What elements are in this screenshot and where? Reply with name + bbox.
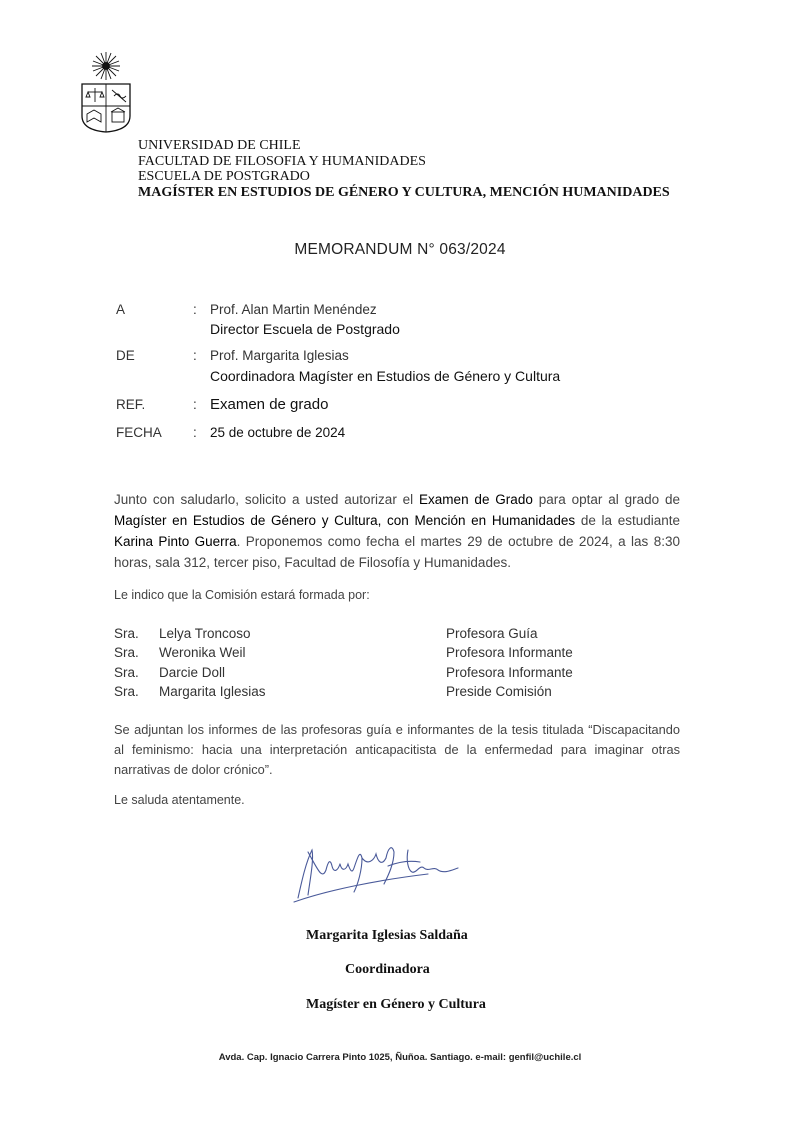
university-crest-logo <box>78 48 134 134</box>
faculty-name: FACULTAD DE FILOSOFIA Y HUMANIDADES <box>138 153 426 169</box>
closing-text: Le saluda atentamente. <box>114 793 245 807</box>
date-colon: : <box>193 425 197 440</box>
member-role: Profesora Guía <box>446 626 538 641</box>
date-value: 25 de octubre de 2024 <box>210 425 346 440</box>
commission-row <box>114 665 674 685</box>
ref-value: Examen de grado <box>210 396 329 413</box>
attachments-paragraph: Se adjuntan los informes de las profesoras guía e informantes de la tesis titulada “Discapacitando al feminismo: hacia una interpretación anticapacitista de la enfermedad para imaginar otras narrativas de dolor crónico”. <box>114 722 680 777</box>
commission-row <box>114 626 674 646</box>
member-title: Sra. <box>114 665 139 680</box>
signer-position: Coordinadora <box>345 962 430 977</box>
p1-text-e: de la estudiante <box>575 513 680 528</box>
member-role: Profesora Informante <box>446 645 573 660</box>
member-title: Sra. <box>114 645 139 660</box>
institution-header <box>138 138 670 200</box>
from-role: Coordinadora Magíster en Estudios de Género y Cultura <box>210 368 561 384</box>
student-name: Karina Pinto Guerra <box>114 534 237 549</box>
commission-row <box>114 684 674 704</box>
member-title: Sra. <box>114 626 139 641</box>
to-name: Prof. Alan Martin Menéndez <box>210 302 377 317</box>
program-name: MAGÍSTER EN ESTUDIOS DE GÉNERO Y CULTURA, MENCIÓN HUMANIDADES <box>138 184 670 200</box>
handwritten-signature <box>288 840 478 910</box>
from-colon: : <box>193 348 197 363</box>
member-title: Sra. <box>114 684 139 699</box>
ref-label: REF. <box>116 397 146 412</box>
signer-name: Margarita Iglesias Saldaña <box>306 928 468 943</box>
date-label: FECHA <box>116 425 162 440</box>
p1-text-a: Junto con saludarlo, solicito a usted autorizar el <box>114 492 420 507</box>
p1-text-g: . Proponemos como fecha el martes 29 de octubre de 2024, a las 8:30 horas, sala 312, tercer piso, Facultad de Filosofía y Humanidades. <box>114 534 680 570</box>
member-role: Profesora Informante <box>446 665 573 680</box>
ref-colon: : <box>193 397 197 412</box>
request-paragraph <box>114 489 680 573</box>
from-label: DE <box>116 348 135 363</box>
exam-highlight: Examen de Grado <box>419 492 533 507</box>
from-name: Prof. Margarita Iglesias <box>210 348 349 363</box>
member-role: Preside Comisión <box>446 684 552 699</box>
to-colon: : <box>193 302 197 317</box>
signer-program: Magíster en Género y Cultura <box>306 997 486 1012</box>
member-name: Weronika Weil <box>159 645 246 660</box>
member-name: Margarita Iglesias <box>159 684 266 699</box>
to-label: A <box>116 302 126 317</box>
to-role: Director Escuela de Postgrado <box>210 321 400 337</box>
degree-highlight: Magíster en Estudios de Género y Cultura, con Mención en Humanidades <box>114 513 576 528</box>
commission-intro: Le indico que la Comisión estará formada por: <box>114 588 370 602</box>
member-name: Darcie Doll <box>159 665 226 680</box>
school-name: ESCUELA DE POSTGRADO <box>138 169 310 184</box>
memo-title: MEMORANDUM N° 063/2024 <box>294 241 506 258</box>
p1-text-c: para optar al grado de <box>532 492 680 507</box>
university-name: UNIVERSIDAD DE CHILE <box>138 138 301 153</box>
commission-row <box>114 645 674 665</box>
footer-address: Avda. Cap. Ignacio Carrera Pinto 1025, Ñuñoa. Santiago. e-mail: genfil@uchile.cl <box>218 1052 582 1063</box>
member-name: Lelya Troncoso <box>159 626 251 641</box>
